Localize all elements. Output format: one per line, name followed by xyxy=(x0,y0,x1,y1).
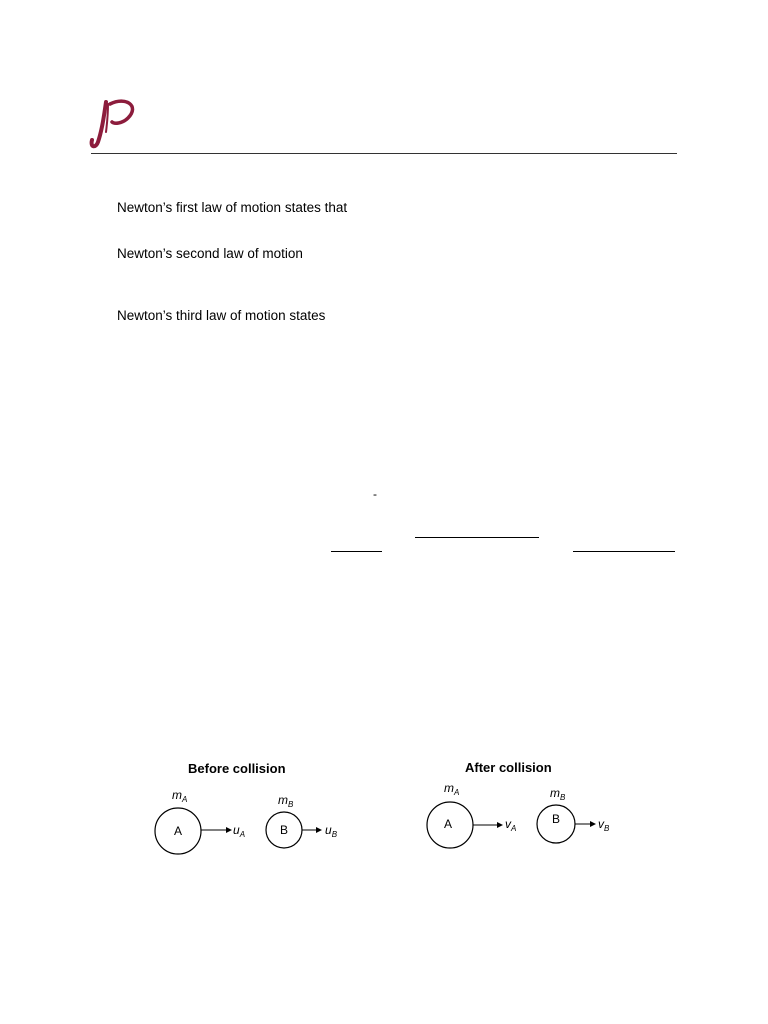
ball-b-after-label: B xyxy=(551,812,561,826)
before-title: Before collision xyxy=(188,761,286,776)
after-vel-a: $v_A$ xyxy=(505,817,517,833)
ball-b-before-label: B xyxy=(279,823,289,837)
before-mass-b: $m_B$ xyxy=(278,793,294,809)
answer-blank-3 xyxy=(573,551,675,552)
after-mass-a: $m_A$ xyxy=(444,781,460,797)
answer-blank-2 xyxy=(331,551,382,552)
dash-mark: - xyxy=(373,487,377,501)
second-law-statement: Newton’s second law of motion xyxy=(117,246,303,261)
header-rule xyxy=(91,153,677,154)
before-collision-diagram xyxy=(145,755,365,865)
answer-blank-1 xyxy=(415,537,539,538)
before-vel-b: $u_B$ xyxy=(325,823,338,839)
first-law-statement: Newton’s first law of motion states that xyxy=(117,200,348,215)
before-vel-a: $u_A$ xyxy=(233,823,246,839)
logo-icon xyxy=(88,94,140,150)
after-vel-b: $v_B$ xyxy=(598,817,610,833)
ball-a-before-label: A xyxy=(173,824,183,838)
ball-a-after-label: A xyxy=(443,817,453,831)
after-collision-diagram xyxy=(420,752,640,862)
third-law-statement: Newton’s third law of motion states xyxy=(117,308,326,323)
before-mass-a: $m_A$ xyxy=(172,788,188,804)
after-title: After collision xyxy=(465,760,552,775)
after-mass-b: $m_B$ xyxy=(550,786,566,802)
